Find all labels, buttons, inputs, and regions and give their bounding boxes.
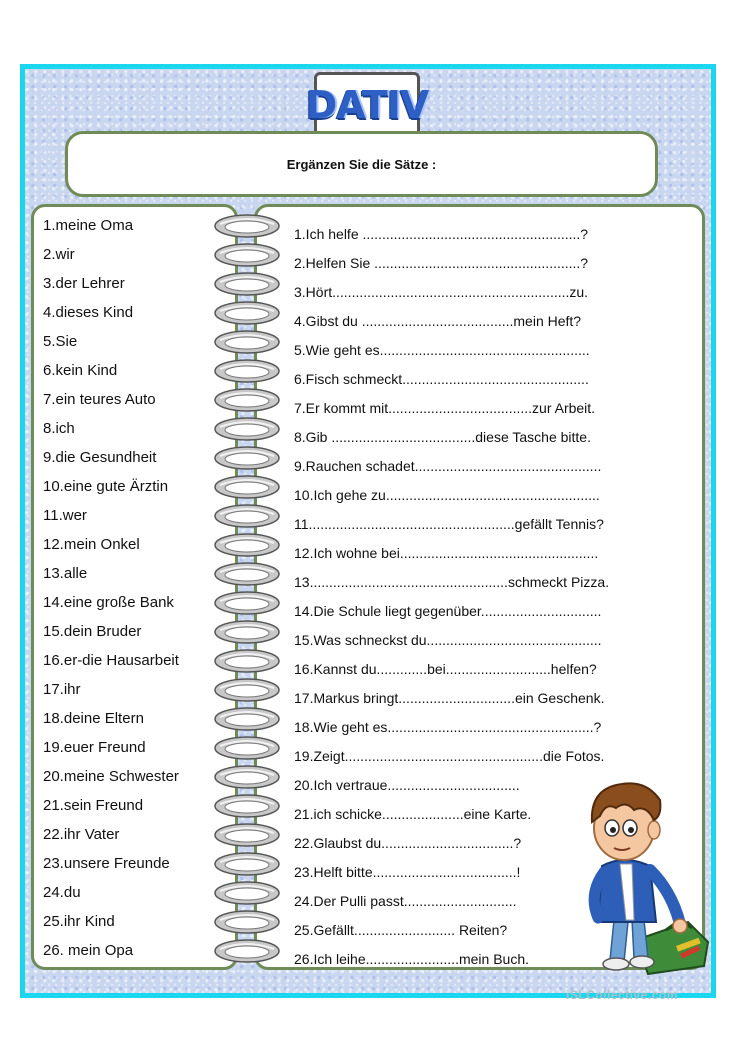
pronoun-item: 4.dieses Kind (43, 304, 134, 321)
spiral-ring (215, 360, 279, 382)
logo-title: DATIV (305, 83, 429, 127)
watermark: iSLCollective.com (566, 988, 678, 1002)
sentence-list (294, 224, 609, 978)
spiral-ring (215, 273, 279, 295)
pronoun-item: 14.eine große Bank (43, 594, 174, 611)
spiral-ring (215, 650, 279, 672)
pronoun-item: 26. mein Opa (43, 942, 134, 959)
pronoun-item: 22.ihr Vater (43, 826, 120, 843)
sentence-item: 25.Gefällt.......................... Reiten? (294, 922, 508, 938)
sentence-item: 4.Gibst du .......................................mein Heft? (294, 313, 582, 329)
pronoun-item: 1.meine Oma (43, 217, 134, 234)
pronoun-item: 11.wer (43, 507, 87, 524)
dativ-logo (305, 72, 429, 138)
spiral-ring (215, 563, 279, 585)
sentence-item: 9.Rauchen schadet................................................ (294, 458, 602, 474)
pronoun-item: 20.meine Schwester (43, 768, 179, 785)
sentence-item: 3.Hört.............................................................zu. (294, 284, 589, 300)
sentence-item: 8.Gib .....................................diese Tasche bitte. (294, 429, 591, 445)
pronoun-item: 3.der Lehrer (43, 275, 125, 292)
spiral-ring (215, 795, 279, 817)
sentence-item: 17.Markus bringt..............................ein Geschenk. (294, 690, 605, 706)
spiral-ring (215, 824, 279, 846)
spiral-ring (215, 389, 279, 411)
sentence-item: 21.ich schicke.....................eine Karte. (294, 806, 532, 822)
sentence-item: 2.Helfen Sie .....................................................? (294, 255, 589, 271)
pronoun-list (43, 216, 179, 970)
pronoun-item: 17.ihr (43, 681, 81, 698)
spiral-ring (215, 940, 279, 962)
spiral-ring (215, 708, 279, 730)
sentence-item: 15.Was schneckst du............................................. (294, 632, 602, 648)
sentence-item: 11.....................................................gefällt Tennis? (294, 516, 604, 532)
pronoun-item: 10.eine gute Ärztin (43, 478, 169, 495)
pronoun-item: 8.ich (43, 420, 75, 437)
pronoun-item: 21.sein Freund (43, 797, 144, 814)
sentence-item: 6.Fisch schmeckt................................................ (294, 371, 589, 387)
pronoun-item: 19.euer Freund (43, 739, 146, 756)
sentence-item: 19.Zeigt...................................................die Fotos. (294, 748, 605, 764)
sentence-item: 16.Kannst du.............bei...........................helfen? (294, 661, 597, 677)
sentence-item: 10.Ich gehe zu....................................................... (294, 487, 600, 503)
sentence-item: 22.Glaubst du..................................? (294, 835, 522, 851)
spiral-ring (215, 447, 279, 469)
pronoun-item: 24.du (43, 884, 81, 901)
sentence-item: 23.Helft bitte.....................................! (294, 864, 521, 880)
sentence-item: 1.Ich helfe ........................................................? (294, 226, 589, 242)
sentence-item: 20.Ich vertraue.................................. (294, 777, 520, 793)
pronoun-item: 23.unsere Freunde (43, 855, 170, 872)
sentence-item: 13...................................................schmeckt Pizza. (294, 574, 610, 590)
spiral-ring (215, 911, 279, 933)
pronoun-item: 18.deine Eltern (43, 710, 144, 727)
sentence-item: 26.Ich leihe........................mein Buch. (294, 951, 529, 967)
pronoun-item: 6.kein Kind (43, 362, 118, 379)
pronoun-item: 15.dein Bruder (43, 623, 142, 640)
spiral-ring (215, 679, 279, 701)
pronoun-item: 7.ein teures Auto (43, 391, 156, 408)
spiral-ring (215, 534, 279, 556)
sentence-item: 24.Der Pulli passt............................. (294, 893, 517, 909)
boy-illustration (576, 770, 716, 975)
spiral-ring (215, 476, 279, 498)
spiral-ring (215, 621, 279, 643)
pronoun-item: 5.Sie (43, 333, 78, 350)
spiral-binding (208, 212, 286, 972)
spiral-ring (215, 215, 279, 237)
pronoun-item: 13.alle (43, 565, 88, 582)
spiral-ring (215, 853, 279, 875)
pronoun-item: 9.die Gesundheit (43, 449, 157, 466)
pronoun-item: 16.er-die Hausarbeit (43, 652, 179, 669)
instruction-text: Ergänzen Sie die Sätze : (286, 156, 437, 172)
sentence-item: 7.Er kommt mit.....................................zur Arbeit. (294, 400, 596, 416)
spiral-ring (215, 302, 279, 324)
pronoun-item: 2.wir (43, 246, 75, 263)
spiral-ring (215, 882, 279, 904)
sentence-item: 18.Wie geht es.....................................................? (294, 719, 602, 735)
pronoun-item: 12.mein Onkel (43, 536, 140, 553)
instruction-box (65, 131, 658, 197)
sentence-item: 14.Die Schule liegt gegenüber............................... (294, 603, 602, 619)
spiral-ring (215, 592, 279, 614)
spiral-ring (215, 505, 279, 527)
spiral-ring (215, 737, 279, 759)
sentence-item: 12.Ich wohne bei................................................... (294, 545, 599, 561)
spiral-ring (215, 331, 279, 353)
sentence-item: 5.Wie geht es...................................................... (294, 342, 590, 358)
pronoun-item: 25.ihr Kind (43, 913, 115, 930)
spiral-ring (215, 766, 279, 788)
spiral-ring (215, 244, 279, 266)
spiral-ring (215, 418, 279, 440)
